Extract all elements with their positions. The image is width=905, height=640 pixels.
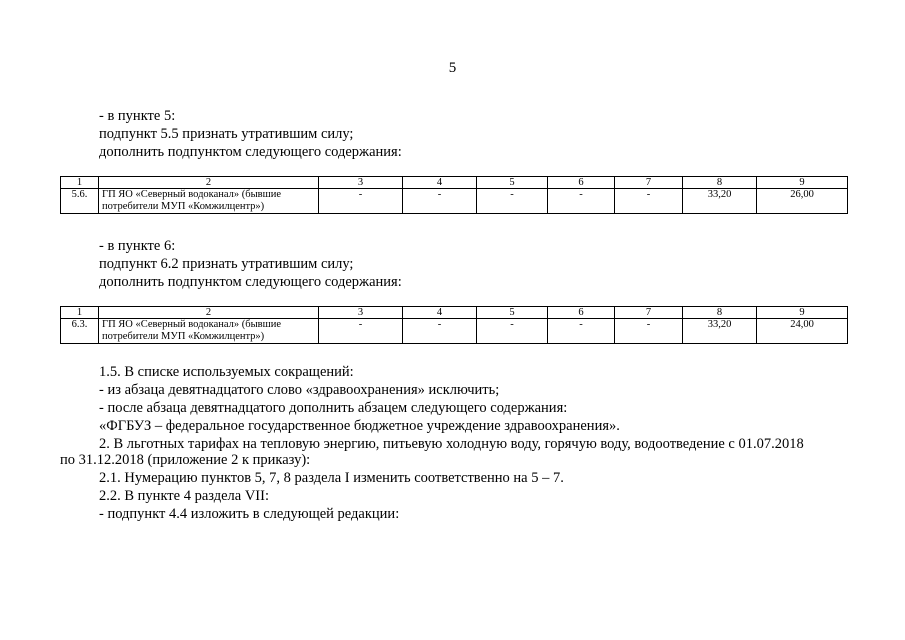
value-cell: - xyxy=(477,319,548,344)
paragraph-remove-word: - из абзаца девятнадцатого слово «здравоохранения» исключить; xyxy=(99,382,500,398)
item5-heading: - в пункте 5: xyxy=(99,108,176,124)
paragraph-add-abbreviation: - после абзаца девятнадцатого дополнить абзацем следующего содержания: xyxy=(99,400,568,416)
row-number-cell: 5.6. xyxy=(61,189,99,214)
tariff-table-6 xyxy=(60,306,848,344)
value-cell: 26,00 xyxy=(757,189,848,214)
column-number-cell: 3 xyxy=(319,307,403,319)
value-cell: - xyxy=(477,189,548,214)
value-cell: 33,20 xyxy=(683,319,757,344)
paragraph-fgbuz-definition: «ФГБУЗ – федеральное государственное бюджетное учреждение здравоохранения». xyxy=(99,418,620,434)
item5-add-subitem: дополнить подпунктом следующего содержания: xyxy=(99,144,402,160)
organization-name-line: потребители МУП «Комжилцентр») xyxy=(102,201,265,212)
column-number-cell: 6 xyxy=(548,177,615,189)
column-number-cell: 1 xyxy=(61,177,99,189)
paragraph-renumbering: 2.1. Нумерацию пунктов 5, 7, 8 раздела I изменить соответственно на 5 – 7. xyxy=(99,470,564,486)
column-number-cell: 2 xyxy=(99,177,319,189)
organization-name-cell xyxy=(99,189,319,214)
column-number-cell: 5 xyxy=(477,307,548,319)
item6-add-subitem: дополнить подпунктом следующего содержания: xyxy=(99,274,402,290)
item5-subitem-repeal: подпункт 5.5 признать утратившим силу; xyxy=(99,126,354,142)
column-number-cell: 3 xyxy=(319,177,403,189)
value-cell: - xyxy=(615,189,683,214)
value-cell: - xyxy=(615,319,683,344)
paragraph-subitem-4-4: - подпункт 4.4 изложить в следующей редакции: xyxy=(99,506,400,522)
table-header-row xyxy=(61,307,848,319)
table-row xyxy=(61,189,848,214)
table-header-row xyxy=(61,177,848,189)
column-number-cell: 5 xyxy=(477,177,548,189)
table-row xyxy=(61,319,848,344)
value-cell: - xyxy=(403,189,477,214)
item6-subitem-repeal: подпункт 6.2 признать утратившим силу; xyxy=(99,256,354,272)
page-number: 5 xyxy=(448,60,457,76)
column-number-cell: 9 xyxy=(757,307,848,319)
value-cell: - xyxy=(548,189,615,214)
value-cell: - xyxy=(548,319,615,344)
paragraph-preferential-tariffs-cont: по 31.12.2018 (приложение 2 к приказу): xyxy=(60,452,311,468)
column-number-cell: 4 xyxy=(403,307,477,319)
column-number-cell: 4 xyxy=(403,177,477,189)
organization-name-cell xyxy=(99,319,319,344)
value-cell: 24,00 xyxy=(757,319,848,344)
column-number-cell: 7 xyxy=(615,177,683,189)
column-number-cell: 9 xyxy=(757,177,848,189)
value-cell: - xyxy=(319,189,403,214)
organization-name-line: потребители МУП «Комжилцентр») xyxy=(102,331,265,342)
item6-heading: - в пункте 6: xyxy=(99,238,176,254)
column-number-cell: 6 xyxy=(548,307,615,319)
paragraph-abbreviations: 1.5. В списке используемых сокращений: xyxy=(99,364,354,380)
value-cell: - xyxy=(403,319,477,344)
column-number-cell: 7 xyxy=(615,307,683,319)
tariff-table-5 xyxy=(60,176,848,214)
column-number-cell: 1 xyxy=(61,307,99,319)
column-number-cell: 8 xyxy=(683,177,757,189)
value-cell: 33,20 xyxy=(683,189,757,214)
column-number-cell: 2 xyxy=(99,307,319,319)
organization-name-line: ГП ЯО «Северный водоканал» (бывшие xyxy=(102,189,281,200)
column-number-cell: 8 xyxy=(683,307,757,319)
paragraph-section-vii: 2.2. В пункте 4 раздела VII: xyxy=(99,488,269,504)
value-cell: - xyxy=(319,319,403,344)
paragraph-preferential-tariffs: 2. В льготных тарифах на тепловую энергию, питьевую холодную воду, горячую воду, водоотведение с 01.07.2018 xyxy=(99,436,804,452)
organization-name-line: ГП ЯО «Северный водоканал» (бывшие xyxy=(102,319,281,330)
row-number-cell: 6.3. xyxy=(61,319,99,344)
